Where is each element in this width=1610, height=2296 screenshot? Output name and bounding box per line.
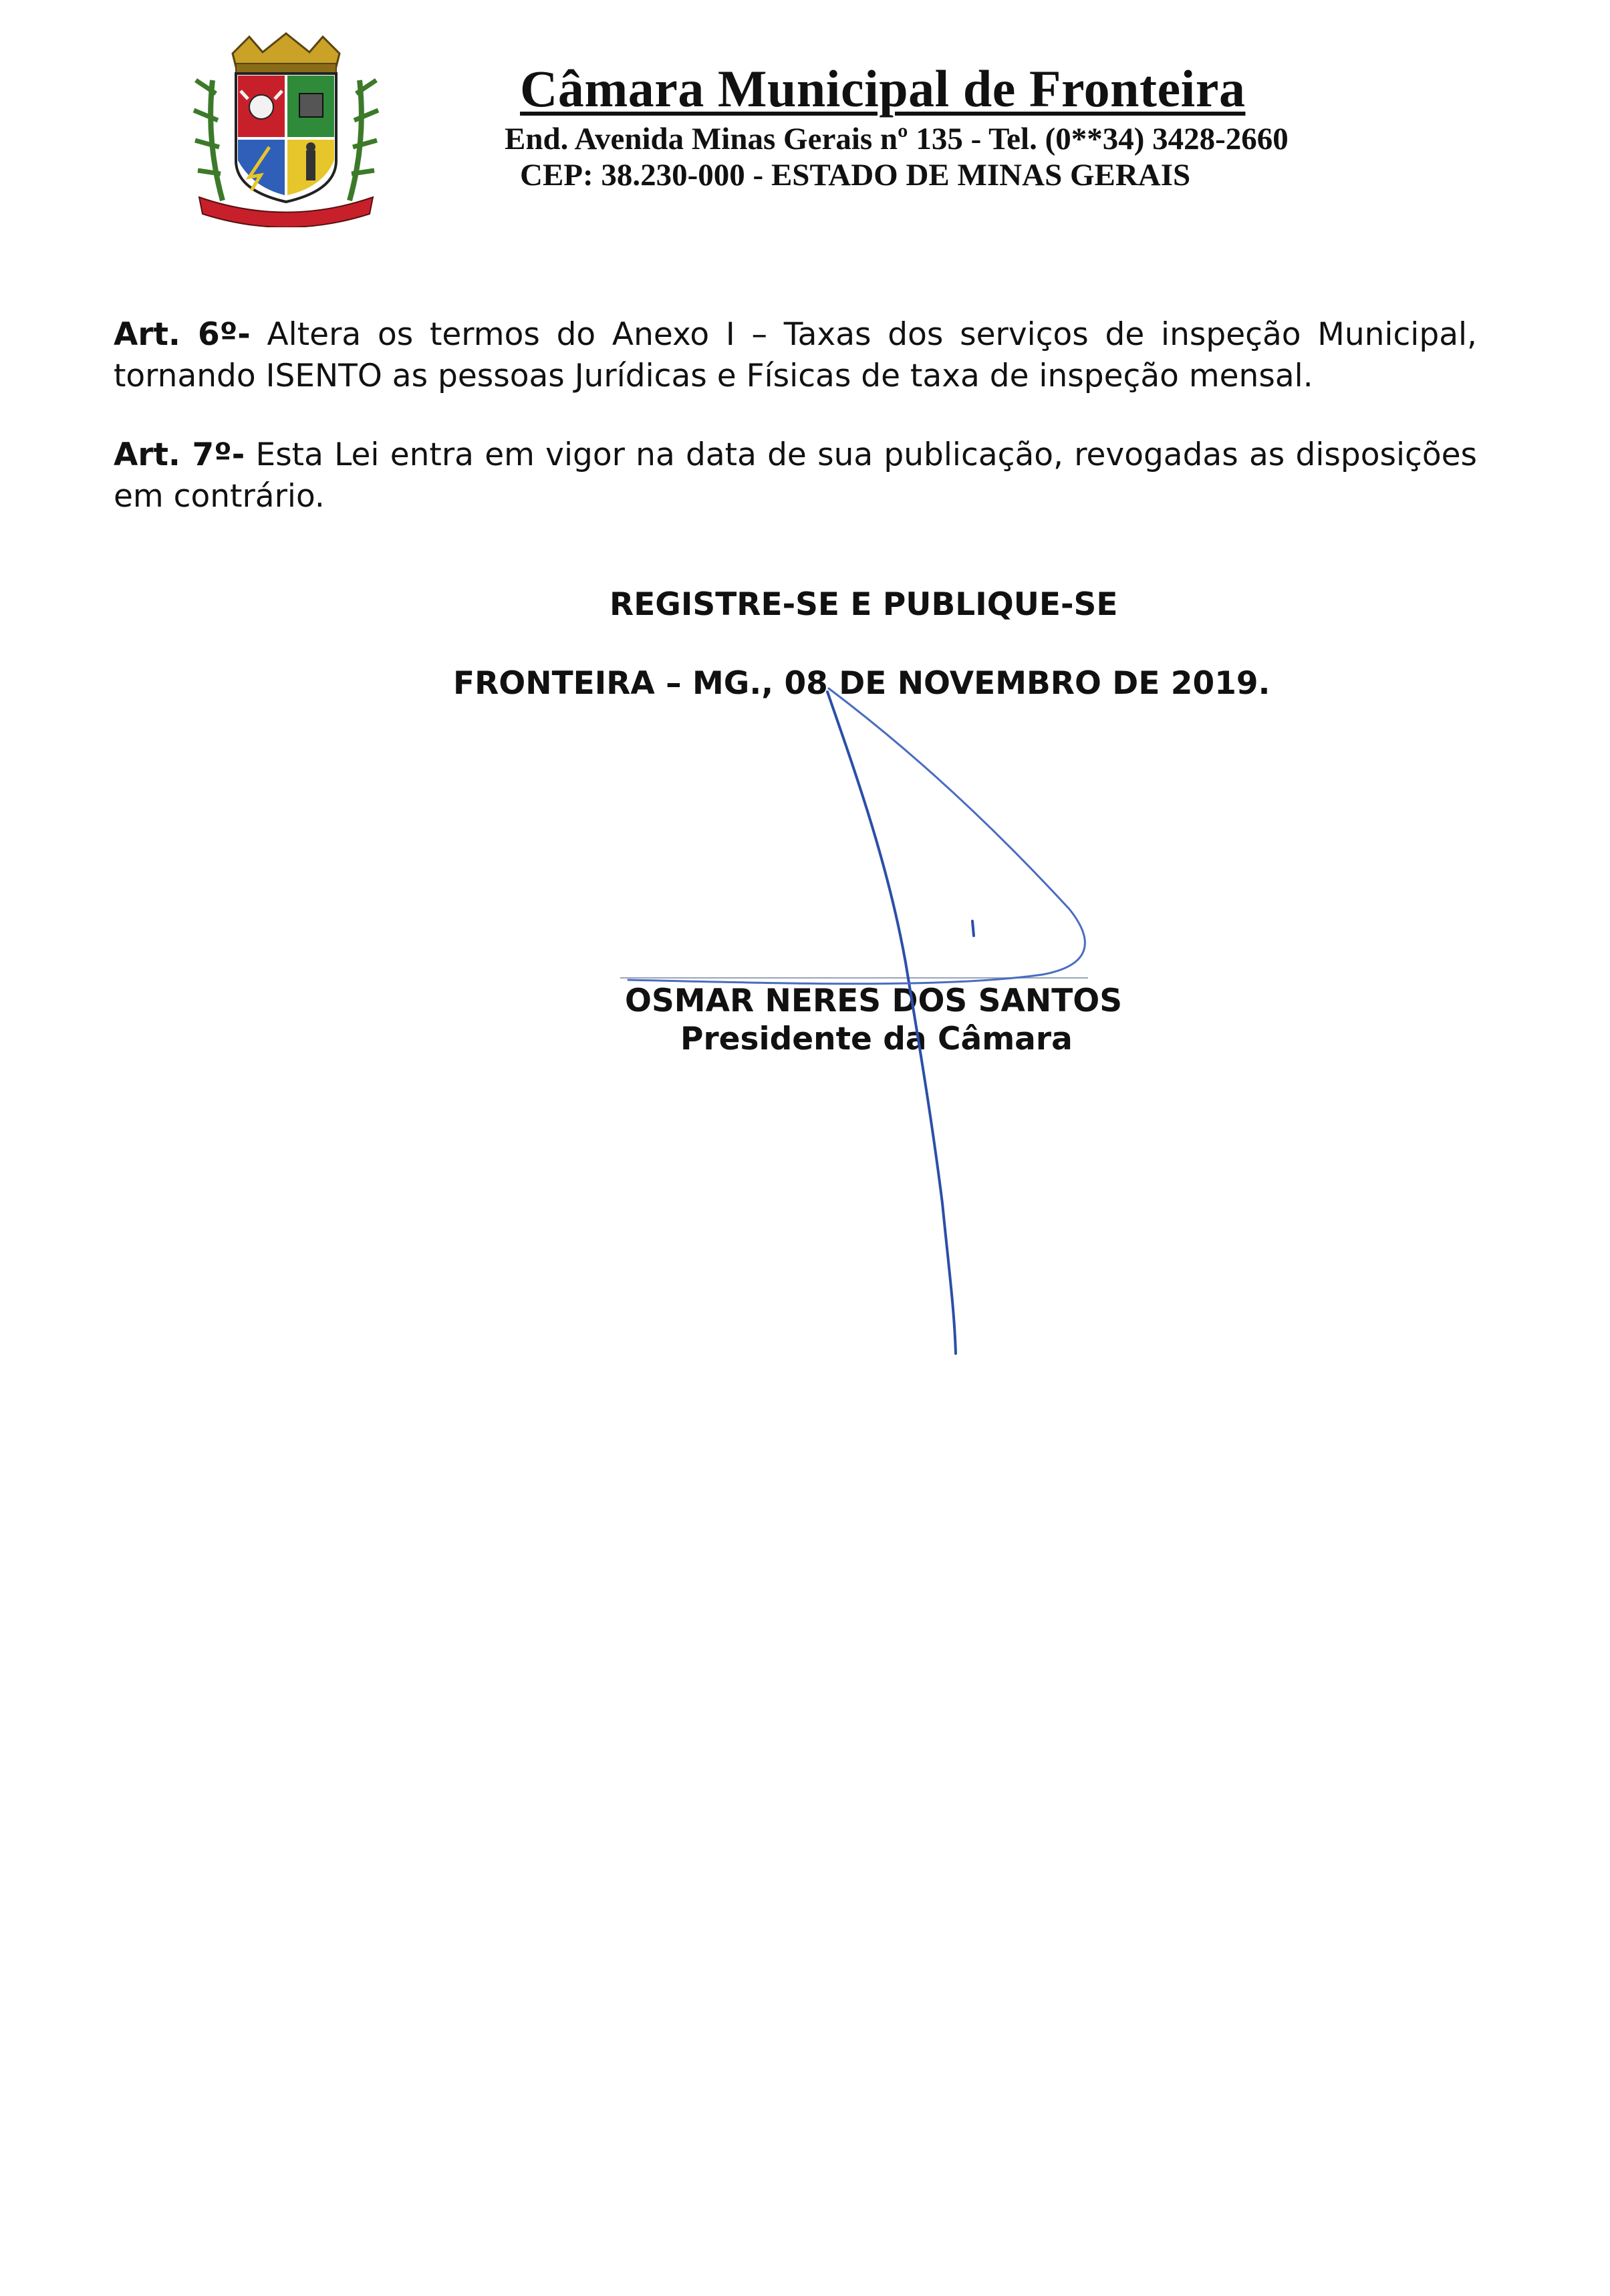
signature-line — [620, 977, 1088, 979]
document-date: FRONTEIRA – MG., 08 DE NOVEMBRO DE 2019. — [453, 665, 1270, 702]
article-6-text: Altera os termos do Anexo I – Taxas dos serviços de inspeção Municipal, tornando ISENTO as pessoas Jurídicas e Físicas de taxa de inspeção mensal. — [114, 316, 1477, 394]
signatory-name: OSMAR NERES DOS SANTOS — [625, 983, 1123, 1019]
registre-publique: REGISTRE-SE E PUBLIQUE-SE — [610, 586, 1118, 623]
article-6-label: Art. 6º- — [114, 316, 251, 353]
signatory-role: Presidente da Câmara — [680, 1021, 1073, 1057]
letterhead-cep: CEP: 38.230-000 - ESTADO DE MINAS GERAIS — [520, 158, 1191, 193]
article-7 — [114, 434, 1477, 517]
article-7-label: Art. 7º- — [114, 436, 245, 473]
letterhead-title: Câmara Municipal de Fronteira — [520, 59, 1246, 118]
article-7-text: Esta Lei entra em vigor na data de sua publicação, revogadas as disposições em contrário. — [114, 436, 1477, 515]
article-6 — [114, 314, 1477, 397]
letterhead-address: End. Avenida Minas Gerais nº 135 - Tel. (0**34) 3428-2660 — [505, 122, 1289, 156]
municipal-coat-of-arms-icon — [186, 27, 386, 227]
